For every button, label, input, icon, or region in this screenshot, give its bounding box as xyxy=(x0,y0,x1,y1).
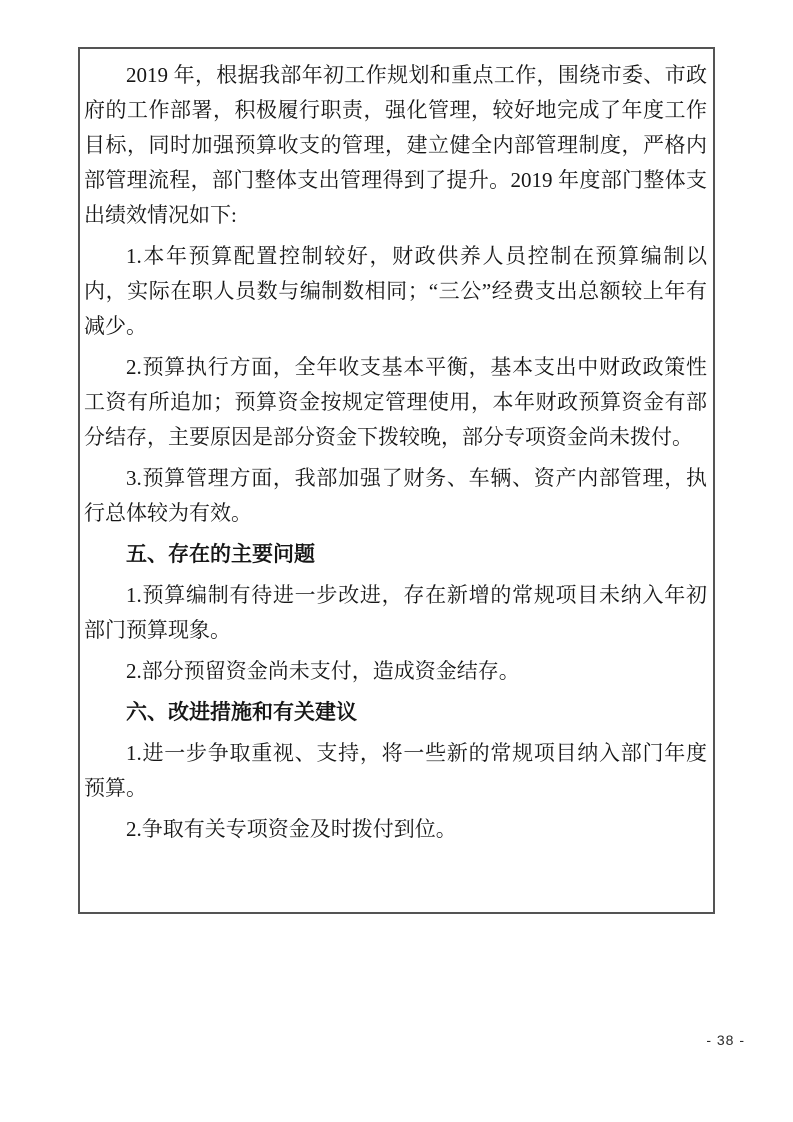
report-table-cell xyxy=(78,47,715,914)
section-heading-improvement-suggestions: 六、改进措施和有关建议 xyxy=(126,701,357,724)
paragraph-suggestion-2: 2.争取有关专项资金及时拨付到位。 xyxy=(126,817,457,841)
paragraph-problem-2: 2.部分预留资金尚未支付，造成资金结存。 xyxy=(126,659,520,683)
paragraph-overview: 2019 年，根据我部年初工作规划和重点工作，围绕市委、市政府的工作部署，积极履行职责，强化管理，较好地完成了年度工作目标，同时加强预算收支的管理，建立健全内部管理制度，严格内部管理流程，部门整体支出管理得到了提升。2019 年度部门整体支出绩效情况如下: xyxy=(84,63,707,227)
section-heading-main-problems: 五、存在的主要问题 xyxy=(126,543,315,566)
paragraph-suggestion-1: 1.进一步争取重视、支持，将一些新的常规项目纳入部门年度预算。 xyxy=(84,741,707,800)
paragraph-performance-item-3: 3.预算管理方面，我部加强了财务、车辆、资产内部管理，执行总体较为有效。 xyxy=(84,466,707,525)
page-number: - 38 - xyxy=(706,1032,745,1048)
paragraph-problem-1: 1.预算编制有待进一步改进，存在新增的常规项目未纳入年初部门预算现象。 xyxy=(84,583,707,642)
paragraph-performance-item-2: 2.预算执行方面，全年收支基本平衡，基本支出中财政政策性工资有所追加；预算资金按规定管理使用，本年财政预算资金有部分结存，主要原因是部分资金下拨较晚，部分专项资金尚未拨付。 xyxy=(84,355,707,449)
paragraph-performance-item-1: 1.本年预算配置控制较好，财政供养人员控制在预算编制以内，实际在职人员数与编制数相同；“三公”经费支出总额较上年有减少。 xyxy=(84,244,707,338)
